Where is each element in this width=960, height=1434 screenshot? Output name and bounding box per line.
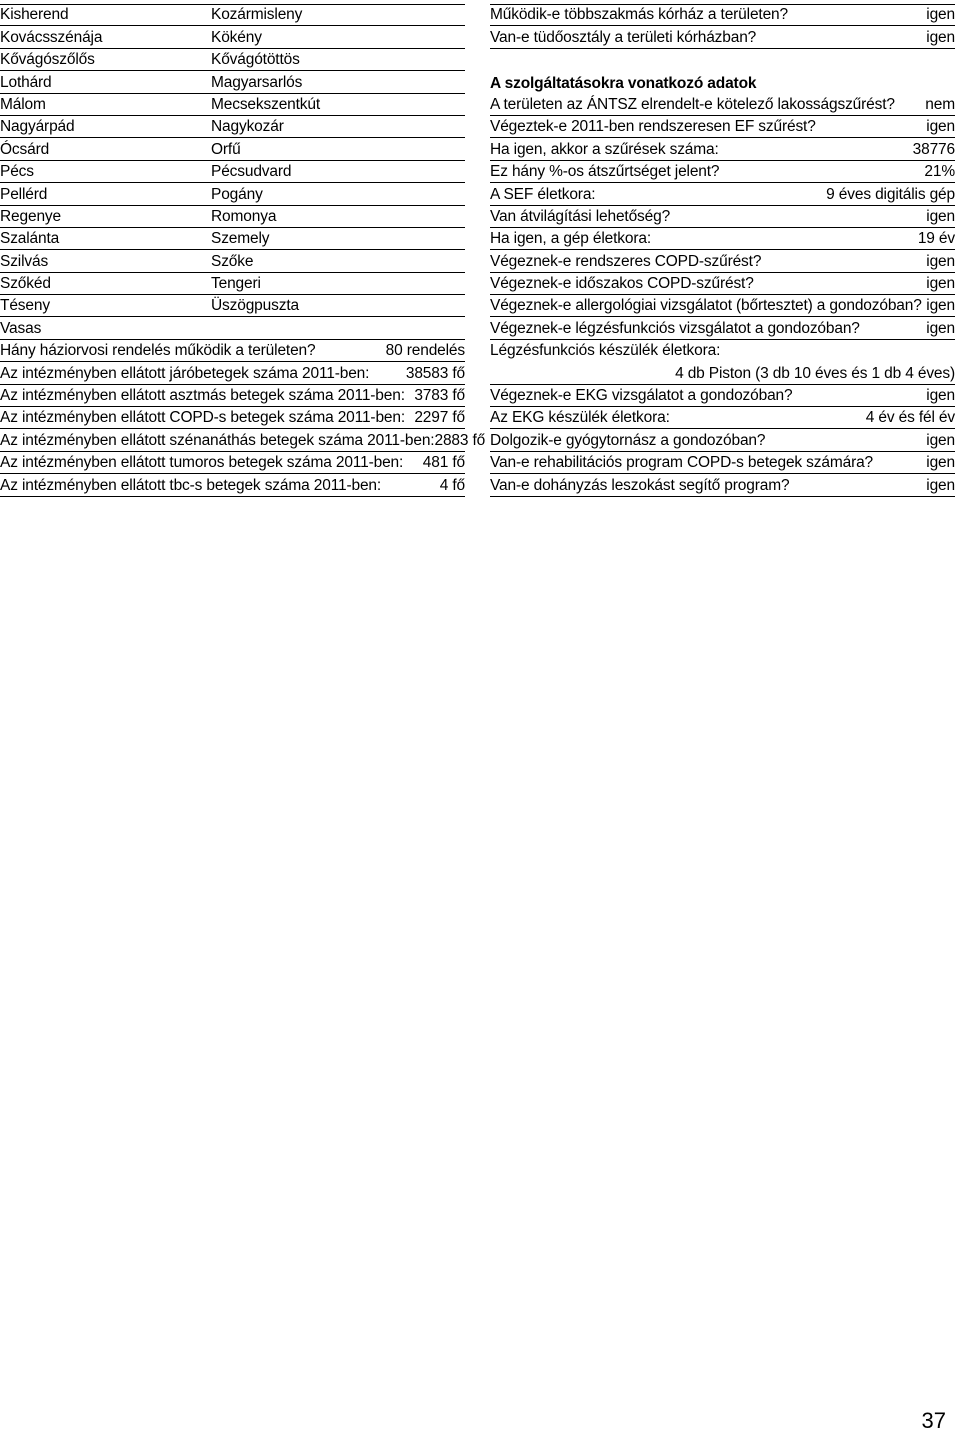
settlement-pair: [0, 206, 276, 227]
settlement-pair: [0, 184, 263, 205]
settlement-row: [0, 116, 465, 138]
settlement-pair: [0, 139, 241, 160]
settlement-pair: [0, 161, 291, 182]
question: Az intézményben ellátott járóbetegek száma 2011-ben:: [0, 364, 370, 382]
settlement-pair: [0, 295, 299, 316]
answer: 4 fő: [439, 476, 465, 494]
table-row: [0, 407, 465, 429]
answer: 9 éves digitális gép: [826, 185, 955, 203]
question: A SEF életkora:: [490, 185, 596, 203]
question: Van-e rehabilitációs program COPD-s betegek számára?: [490, 454, 874, 472]
settlement-name: Kővágószőlős: [0, 51, 95, 69]
table-row: [0, 474, 465, 496]
settlement-row: [0, 250, 465, 272]
settlement-name: Magyarsarlós: [211, 73, 303, 91]
table-row: [0, 362, 465, 384]
answer: 38776: [912, 140, 955, 158]
settlement-row: [0, 183, 465, 205]
answer: 3783 fő: [414, 387, 465, 405]
question: Van átvilágítási lehetőség?: [490, 207, 671, 225]
answer: 21%: [924, 163, 955, 181]
settlement-row: [0, 317, 465, 339]
settlement-name: Romonya: [211, 207, 277, 225]
question: Ha igen, akkor a szűrések száma:: [490, 140, 719, 158]
settlement-name: Pécsudvard: [211, 163, 292, 181]
settlement-row: [0, 161, 465, 183]
settlement-name: Téseny: [0, 297, 50, 315]
spacer: [490, 49, 955, 71]
answer: 481 fő: [422, 454, 465, 472]
settlement-name: Szalánta: [0, 230, 60, 248]
settlement-name: Kovácsszénája: [0, 28, 103, 46]
answer: igen: [926, 476, 955, 494]
question: Működik-e többszakmás kórház a területen?: [490, 6, 788, 24]
table-row: [490, 228, 955, 250]
section-heading: [490, 71, 955, 93]
answer: igen: [926, 207, 955, 225]
question: Az intézményben ellátott COPD-s betegek száma 2011-ben:: [0, 409, 406, 427]
spirometer-row: [490, 340, 955, 385]
settlement-list: [0, 4, 465, 340]
question: A területen az ÁNTSZ elrendelt-e kötelező lakosságszűrést?: [490, 95, 895, 113]
question: Hány háziorvosi rendelés működik a területen?: [0, 342, 316, 360]
question: Végeztek-e 2011-ben rendszeresen EF szűrést?: [490, 118, 816, 136]
answer: 4 db Piston (3 db 10 éves és 1 db 4 éves): [675, 364, 955, 382]
settlement-name: Pellérd: [0, 185, 48, 203]
question: Van-e dohányzás leszokást segítő program?: [490, 476, 790, 494]
settlement-pair: [0, 49, 300, 70]
settlement-row: [0, 4, 465, 26]
settlement-pair: [0, 228, 269, 249]
answer: 38583 fő: [405, 364, 465, 382]
settlement-name: Ócsárd: [0, 140, 50, 158]
settlement-name: Lothárd: [0, 73, 52, 91]
settlement-name: Szemely: [211, 230, 270, 248]
settlement-name: Mecsekszentkút: [211, 95, 321, 113]
answer: igen: [926, 275, 955, 293]
question: Az intézményben ellátott asztmás betegek száma 2011-ben:: [0, 387, 405, 405]
table-row: [490, 250, 955, 272]
table-row: [0, 340, 465, 362]
settlement-name: Szőkéd: [0, 275, 51, 293]
question: Végeznek-e EKG vizsgálatot a gondozóban?: [490, 387, 793, 405]
answer: 80 rendelés: [385, 342, 465, 360]
settlement-pair: [0, 273, 261, 294]
question: Ez hány %-os átszűrtséget jelent?: [490, 163, 720, 181]
settlement-row: [0, 49, 465, 71]
question: Végeznek-e allergológiai vizsgálatot (bőrtesztet) a gondozóban?: [490, 297, 922, 315]
table-row: [490, 26, 955, 48]
answer: igen: [926, 319, 955, 337]
settlement-name: Orfű: [211, 140, 241, 158]
table-row: [490, 452, 955, 474]
settlement-row: [0, 71, 465, 93]
settlement-pair: [0, 251, 253, 272]
page-number: 37: [921, 1408, 946, 1433]
settlement-name: Kozármisleny: [211, 6, 303, 24]
settlement-row: [0, 295, 465, 317]
table-row: [490, 407, 955, 429]
settlement-row: [0, 228, 465, 250]
settlement-pair: [0, 318, 211, 339]
settlement-name: Pécs: [0, 163, 34, 181]
section-heading-text: A szolgáltatásokra vonatkozó adatok: [490, 74, 757, 92]
settlement-name: Nagykozár: [211, 118, 284, 136]
settlement-name: Málom: [0, 95, 46, 113]
question: Ha igen, a gép életkora:: [490, 230, 651, 248]
settlement-pair: [0, 94, 320, 115]
question: Az intézményben ellátott tumoros betegek száma 2011-ben:: [0, 454, 404, 472]
table-row: [490, 295, 955, 317]
table-row: [490, 4, 955, 26]
settlement-name: Nagyárpád: [0, 118, 75, 136]
settlement-row: [0, 94, 465, 116]
table-row: [0, 385, 465, 407]
table-row: [490, 206, 955, 228]
services-table: [490, 94, 955, 340]
table-row: [490, 183, 955, 205]
settlement-row: [0, 273, 465, 295]
settlement-name: Vasas: [0, 319, 42, 337]
table-row: [490, 317, 955, 339]
answer: nem: [925, 95, 955, 113]
settlement-name: Szilvás: [0, 252, 49, 270]
question: Légzésfunkciós készülék életkora:: [490, 341, 721, 359]
question: Az intézményben ellátott tbc-s betegek száma 2011-ben:: [0, 476, 382, 494]
settlement-name: Tengeri: [211, 275, 261, 293]
answer: igen: [926, 297, 955, 315]
answer: igen: [926, 252, 955, 270]
right-column: [490, 4, 955, 497]
question: Dolgozik-e gyógytornász a gondozóban?: [490, 431, 766, 449]
settlement-name: Szőke: [211, 252, 254, 270]
answer: 4 év és fél év: [865, 409, 955, 427]
settlement-name: Üszögpuszta: [211, 297, 299, 315]
table-row: [490, 429, 955, 451]
answer: 2883 fő: [434, 431, 486, 449]
table-row: [0, 452, 465, 474]
question: Van-e tüdőosztály a területi kórházban?: [490, 28, 757, 46]
statistics-table: [0, 340, 486, 497]
answer: igen: [926, 6, 955, 24]
answer: 19 év: [917, 230, 955, 248]
question: Az intézményben ellátott szénanáthás betegek száma 2011-ben:: [0, 431, 435, 449]
settlement-pair: [0, 27, 262, 48]
settlement-name: Regenye: [0, 207, 61, 225]
settlement-name: Kisherend: [0, 6, 69, 24]
table-row: [490, 116, 955, 138]
settlement-name: Kővágótöttös: [211, 51, 300, 69]
services-table-2: [490, 385, 955, 497]
answer: igen: [926, 454, 955, 472]
hospital-table: [490, 4, 955, 49]
settlement-name: Pogány: [211, 185, 263, 203]
question: Végeznek-e rendszeres COPD-szűrést?: [490, 252, 762, 270]
answer: igen: [926, 431, 955, 449]
table-row: [490, 273, 955, 295]
settlement-row: [0, 26, 465, 48]
table-row: [0, 429, 486, 451]
question: Az EKG készülék életkora:: [490, 409, 670, 427]
answer: igen: [926, 28, 955, 46]
question: Végeznek-e időszakos COPD-szűrést?: [490, 275, 754, 293]
table-row: [490, 94, 955, 116]
settlement-name: Kökény: [211, 28, 262, 46]
settlement-pair: [0, 4, 302, 25]
table-row: [490, 138, 955, 160]
question: Végeznek-e légzésfunkciós vizsgálatot a gondozóban?: [490, 319, 860, 337]
settlement-row: [0, 206, 465, 228]
answer: igen: [926, 387, 955, 405]
settlement-pair: [0, 116, 284, 137]
table-row: [490, 385, 955, 407]
left-column: [0, 4, 486, 497]
answer: igen: [926, 118, 955, 136]
table-row: [490, 161, 955, 183]
answer: 2297 fő: [414, 409, 465, 427]
table-row: [490, 474, 955, 496]
settlement-row: [0, 138, 465, 160]
settlement-pair: [0, 72, 302, 93]
